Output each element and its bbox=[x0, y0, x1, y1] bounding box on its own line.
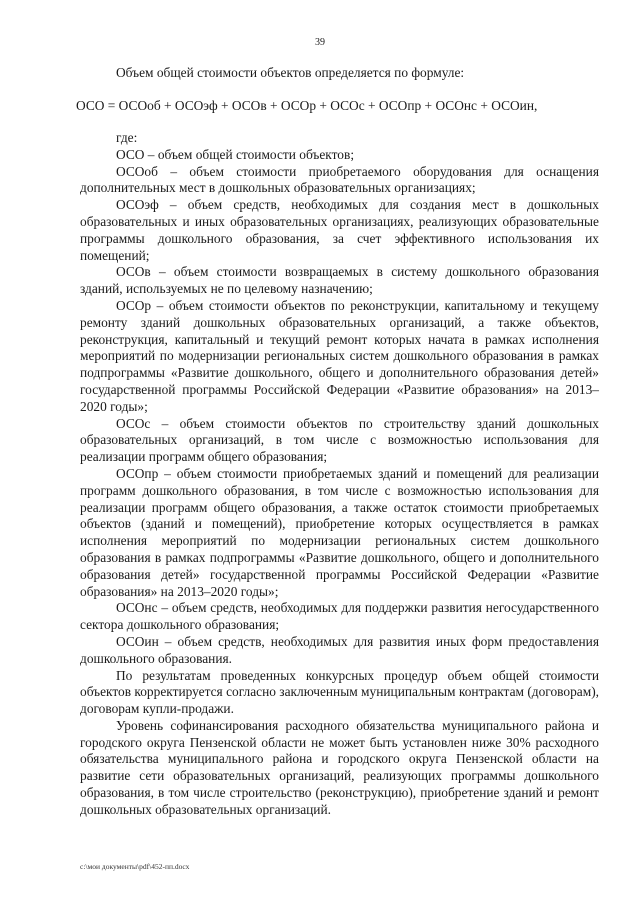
definition-osoef: ОСОэф – объем средств, необходимых для создания мест в дошкольных образовательных и иных образовательных организациях, реализующих образовательные программы дошкольного образования, за счет эффективного использования их помещений; bbox=[80, 197, 599, 263]
definition-osos: ОСОс – объем стоимости объектов по строительству зданий дошкольных образовательных организаций, в том числе с возможностью использования для реализации программ общего образования; bbox=[80, 415, 599, 465]
paragraph-cofinancing: Уровень софинансирования расходного обязательства муниципального района и городского округа Пензенской области не может быть установлен ниже 30% расходного обязательства муниципального района и городского округа Пензенской области на развитие сети образовательных организаций, реализующих программы дошкольного образования, в том числе строительство (реконструкцию), приобретение зданий и ремонт дошкольных образовательных организаций. bbox=[80, 717, 599, 817]
footer-file-path: c:\мои документы\pdf\452-пп.docx bbox=[80, 862, 190, 871]
formula: ОСО = ОСОоб + ОСОэф + ОСОв + ОСОр + ОСОс + ОСОпр + ОСОнс + ОСОин, bbox=[76, 98, 538, 113]
definition-osoob: ОСОоб – объем стоимости приобретаемого оборудования для оснащения дополнительных мест в дошкольных образовательных организациях; bbox=[80, 163, 599, 196]
definition-osopr: ОСОпр – объем стоимости приобретаемых зданий и помещений для реализации программ дошкольного образования, в том числе с возможностью использования для реализации программ общего образования, а также остаток стоимости приобретаемых объектов (зданий и помещений), приобретение которых осуществляется в рамках исполнения мероприятий по модернизации региональных систем дошкольного образования в рамках подпрограммы «Развитие дошкольного, общего и дополнительного образования детей» государственной программы Российской Федерации «Развитие образования» на 2013–2020 годы»; bbox=[80, 465, 599, 599]
definition-osoin: ОСОин – объем средств, необходимых для развития иных форм предоставления дошкольного образования. bbox=[80, 633, 599, 666]
definition-osov: ОСОв – объем стоимости возвращаемых в систему дошкольного образования зданий, используемых не по целевому назначению; bbox=[80, 264, 599, 297]
formula-intro: Объем общей стоимости объектов определяется по формуле: bbox=[116, 65, 465, 80]
paragraph-contracts: По результатам проведенных конкурсных процедур объем общей стоимости объектов корректируется согласно заключенным муниципальным контрактам (договорам), договорам купли-продажи. bbox=[80, 667, 599, 717]
definition-oso: ОСО – объем общей стоимости объектов; bbox=[116, 146, 355, 162]
definition-osons: ОСОнс – объем средств, необходимых для поддержки развития негосударственного сектора дошкольного образования; bbox=[80, 600, 599, 633]
page-number: 39 bbox=[315, 37, 325, 48]
where-label: где: bbox=[116, 130, 138, 145]
definition-osor: ОСОр – объем стоимости объектов по реконструкции, капитальному и текущему ремонту зданий дошкольных образовательных организаций, а также объектов, реконструкция, капитальный и текущий ремонт которых начата в рамках исполнения мероприятий по модернизации региональных систем дошкольного образования в рамках подпрограммы «Развитие дошкольного, общего и дополнительного образования детей» государственной программы Российской Федерации «Развитие образования» на 2013–2020 годы»; bbox=[80, 297, 599, 414]
document-body bbox=[80, 130, 599, 819]
